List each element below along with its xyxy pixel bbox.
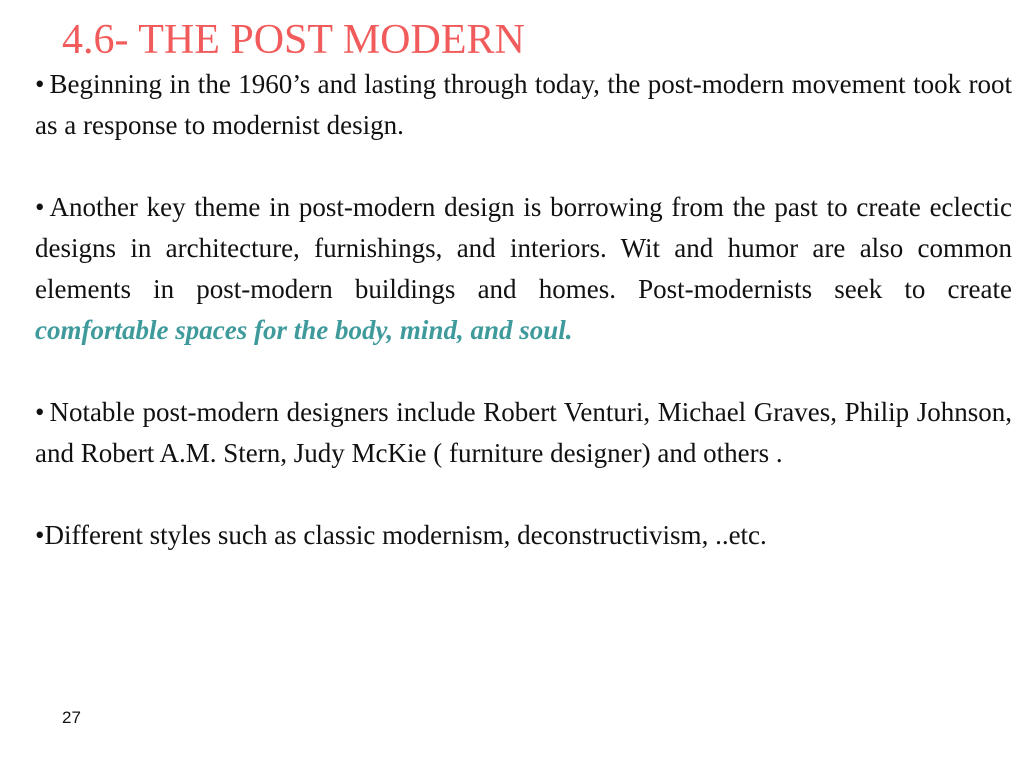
bullet-marker: • <box>35 520 45 550</box>
bullet-text-4: Different styles such as classic modernism, deconstructivism, ..etc. <box>44 520 767 550</box>
bullet-marker: • <box>35 192 45 222</box>
bullet-paragraph-1 <box>35 64 1012 146</box>
bullet-marker: • <box>35 397 45 427</box>
bullet-text-1: Beginning in the 1960’s and lasting through today, the post-modern movement took root as a response to modernist design. <box>35 69 1012 140</box>
bullet-text-3: Notable post-modern designers include Robert Venturi, Michael Graves, Philip Johnson, and Robert A.M. Stern, Judy McKie ( furniture designer) and others . <box>35 397 1012 468</box>
emphasis-text: comfortable spaces for the body, mind, and soul. <box>35 315 573 345</box>
slide-body <box>35 64 1012 556</box>
bullet-paragraph-4 <box>35 515 1012 556</box>
bullet-paragraph-3 <box>35 392 1012 474</box>
page-number: 27 <box>62 708 81 727</box>
slide-title: 4.6- THE POST MODERN <box>62 17 525 63</box>
bullet-text-2: Another key theme in post-modern design is borrowing from the past to create eclectic designs in architecture, furnishings, and interiors. Wit and humor are also common elements in post-modern buildings and homes. Post-modernists seek to create <box>35 192 1012 304</box>
bullet-marker: • <box>35 69 45 99</box>
bullet-paragraph-2 <box>35 187 1012 351</box>
